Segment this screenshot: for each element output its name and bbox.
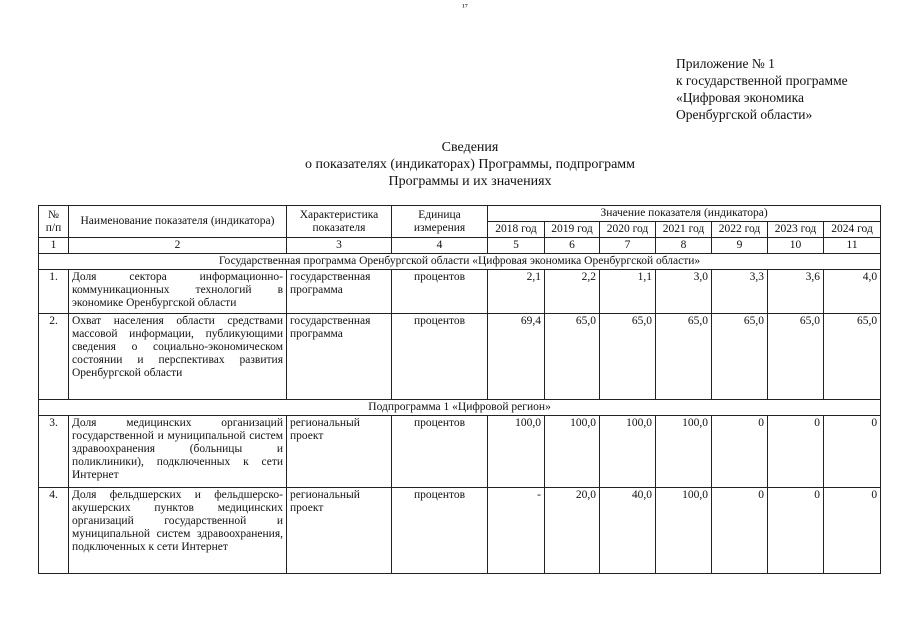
column-number: 3 <box>287 238 392 254</box>
row-value: 0 <box>768 488 824 574</box>
section-title: Государственная программа Оренбургской области «Цифровая экономика Оренбургской области» <box>39 254 881 270</box>
table-row <box>39 270 881 314</box>
column-number: 2 <box>69 238 287 254</box>
row-value: 100,0 <box>656 416 712 488</box>
row-value: 69,4 <box>488 314 545 400</box>
header-year: 2020 год <box>600 222 656 238</box>
row-value: 0 <box>712 488 768 574</box>
column-number: 7 <box>600 238 656 254</box>
appendix-line: Оренбургской области» <box>676 107 813 122</box>
column-number: 1 <box>39 238 69 254</box>
row-num: 2. <box>39 314 69 400</box>
appendix-line: «Цифровая экономика <box>676 90 804 105</box>
appendix-line: к государственной программе <box>676 73 848 88</box>
row-unit: процентов <box>392 488 488 574</box>
column-number: 5 <box>488 238 545 254</box>
row-name: Доля медицинских организаций государственной и муниципальной систем здравоохранения (больницы и поликлиники), подключенных к сети Интернет <box>69 416 287 488</box>
row-value: 65,0 <box>824 314 881 400</box>
row-unit: процентов <box>392 416 488 488</box>
indicators-table <box>38 205 881 574</box>
column-number: 6 <box>545 238 600 254</box>
row-characteristic: региональный проект <box>287 416 392 488</box>
row-value: 65,0 <box>656 314 712 400</box>
row-value: 0 <box>824 416 881 488</box>
header-num: № п/п <box>39 206 69 238</box>
row-value: 3,6 <box>768 270 824 314</box>
row-unit: процентов <box>392 270 488 314</box>
title-line: о показателях (индикаторах) Программы, подпрограмм <box>304 157 636 172</box>
row-value: 65,0 <box>712 314 768 400</box>
title-line: Сведения <box>441 140 499 155</box>
row-value: - <box>488 488 545 574</box>
row-num: 4. <box>39 488 69 574</box>
row-name: Доля фельдшерских и фельдшерско-акушерских пунктов медицинских организаций государственной и муниципальной систем здравоохранения, подключенных к сети Интернет <box>69 488 287 574</box>
column-number: 11 <box>824 238 881 254</box>
row-value: 4,0 <box>824 270 881 314</box>
header-value-group: Значение показателя (индикатора) <box>488 206 881 222</box>
row-value: 100,0 <box>600 416 656 488</box>
table-row <box>39 416 881 488</box>
row-value: 100,0 <box>656 488 712 574</box>
row-characteristic: государственная программа <box>287 314 392 400</box>
row-value: 65,0 <box>600 314 656 400</box>
header-year: 2022 год <box>712 222 768 238</box>
row-value: 2,2 <box>545 270 600 314</box>
row-characteristic: государственная программа <box>287 270 392 314</box>
row-value: 100,0 <box>545 416 600 488</box>
column-number: 9 <box>712 238 768 254</box>
row-value: 3,0 <box>656 270 712 314</box>
section-title: Подпрограмма 1 «Цифровой регион» <box>39 400 881 416</box>
header-characteristic: Характеристика показателя <box>287 206 392 238</box>
row-value: 100,0 <box>488 416 545 488</box>
title-line: Программы и их значениях <box>388 174 552 189</box>
header-year: 2019 год <box>545 222 600 238</box>
row-name: Охват населения области средствами массовой информации, публикующими сведения о социально-экономическом состоянии и перспективах развития Оренбургской области <box>69 314 287 400</box>
column-number: 4 <box>392 238 488 254</box>
table-row <box>39 488 881 574</box>
row-value: 0 <box>712 416 768 488</box>
row-name: Доля сектора информационно-коммуникационных технологий в экономике Оренбургской области <box>69 270 287 314</box>
row-value: 65,0 <box>768 314 824 400</box>
row-value: 40,0 <box>600 488 656 574</box>
row-unit: процентов <box>392 314 488 400</box>
row-value: 0 <box>768 416 824 488</box>
row-value: 0 <box>824 488 881 574</box>
row-num: 1. <box>39 270 69 314</box>
row-value: 20,0 <box>545 488 600 574</box>
header-unit: Единица измерения <box>392 206 488 238</box>
column-number: 8 <box>656 238 712 254</box>
header-year: 2023 год <box>768 222 824 238</box>
header-year: 2018 год <box>488 222 545 238</box>
appendix-line: Приложение № 1 <box>676 56 775 71</box>
row-value: 65,0 <box>545 314 600 400</box>
header-name: Наименование показателя (индикатора) <box>69 206 287 238</box>
page-number-mark: ¹⁷ <box>462 2 468 12</box>
row-num: 3. <box>39 416 69 488</box>
header-year: 2021 год <box>656 222 712 238</box>
column-number: 10 <box>768 238 824 254</box>
header-year: 2024 год <box>824 222 881 238</box>
row-value: 3,3 <box>712 270 768 314</box>
appendix-note <box>676 55 848 123</box>
row-value: 2,1 <box>488 270 545 314</box>
row-value: 1,1 <box>600 270 656 314</box>
table-row <box>39 314 881 400</box>
row-characteristic: региональный проект <box>287 488 392 574</box>
document-title <box>0 139 905 190</box>
